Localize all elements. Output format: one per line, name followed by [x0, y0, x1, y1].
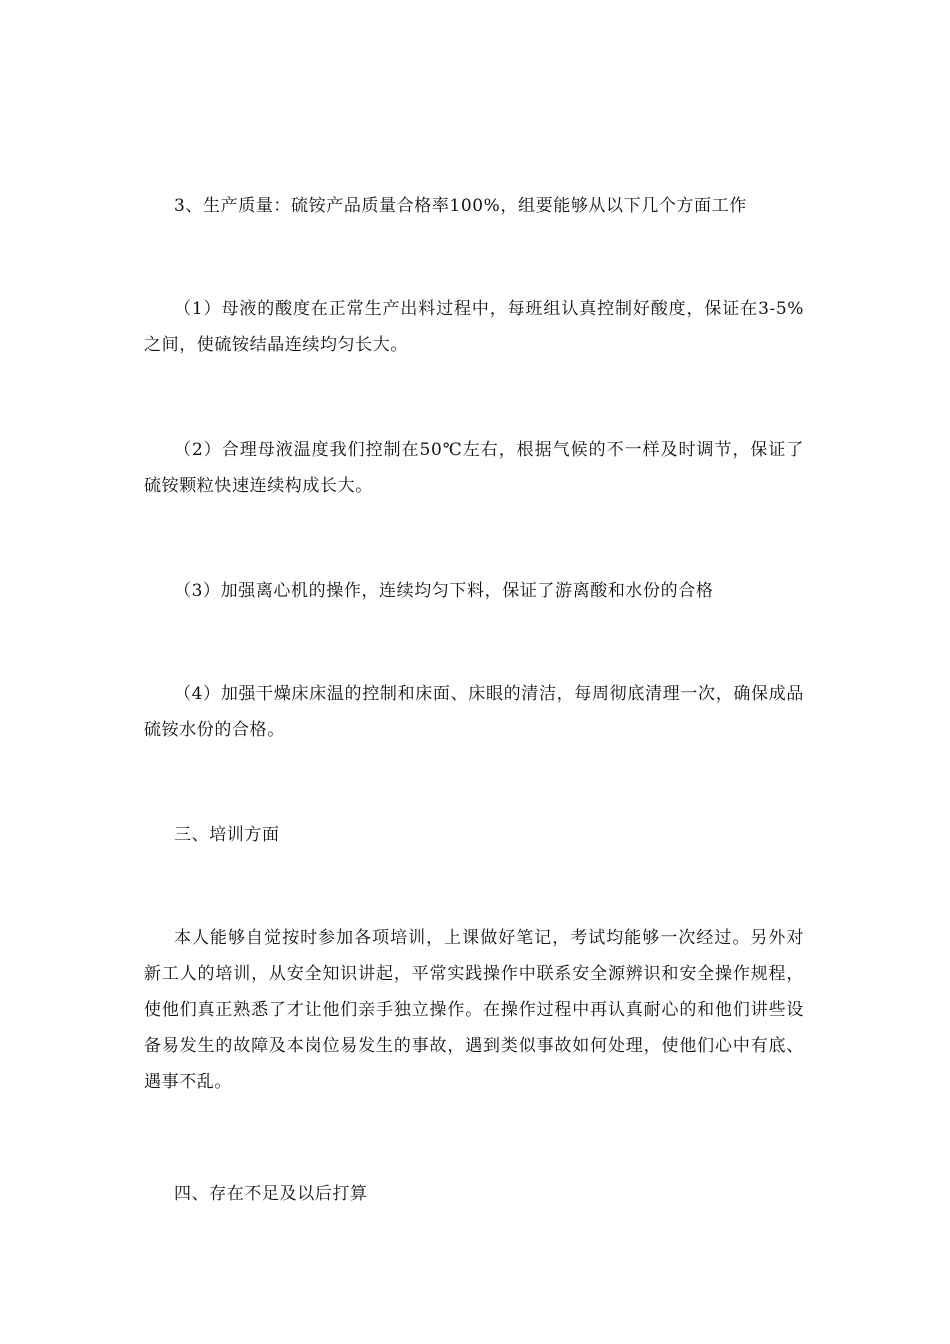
paragraph-production-quality: 3、生产质量：硫铵产品质量合格率100%，组要能够从以下几个方面工作 — [174, 196, 747, 216]
paragraph-item-2-temperature: （2）合理母液温度我们控制在50℃左右，根据气候的不一样及时调节，保证了硫铵颗粒快速连续构成长大。 — [144, 440, 804, 496]
paragraph-item-4-drying-bed: （4）加强干燥床床温的控制和床面、床眼的清洁，每周彻底清理一次，确保成品硫铵水份的合格。 — [144, 684, 804, 740]
section-heading-training: 三、培训方面 — [174, 825, 280, 845]
section-heading-shortcomings: 四、存在不足及以后打算 — [174, 1184, 368, 1204]
paragraph-item-3-centrifuge: （3）加强离心机的操作，连续均匀下料，保证了游离酸和水份的合格 — [174, 581, 714, 601]
paragraph-item-1-acidity: （1）母液的酸度在正常生产出料过程中，每班组认真控制好酸度，保证在3-5%之间，使硫铵结晶连续均匀长大。 — [144, 299, 804, 355]
paragraph-training-body: 本人能够自觉按时参加各项培训，上课做好笔记，考试均能够一次经过。另外对新工人的培训，从安全知识讲起，平常实践操作中联系安全源辨识和安全操作规程，使他们真正熟悉了才让他们亲手独立操作。在操作过程中再认真耐心的和他们讲些设备易发生的故障及本岗位易发生的事故，遇到类似事故如何处理，使他们心中有底、遇事不乱。 — [144, 928, 804, 1092]
